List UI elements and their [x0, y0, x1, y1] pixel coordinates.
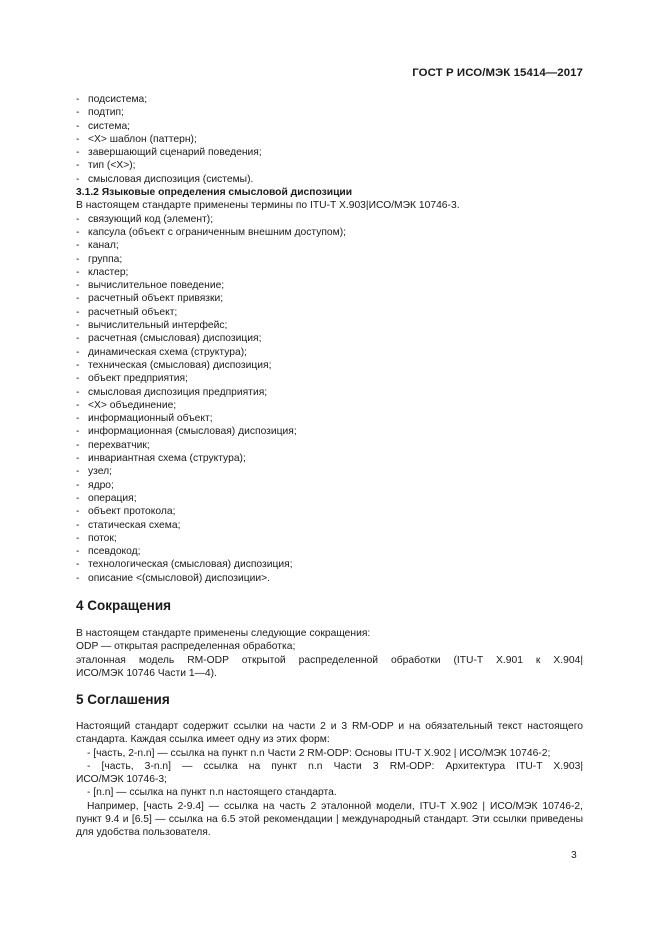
subsection-title: 3.1.2 Языковые определения смысловой диспозиции [76, 187, 353, 199]
example-paragraph-cont: пункт 9.4 и [6.5] — ссылка на 6.5 этой рекомендации | международный стандарт. Эти ссылки приведены [76, 814, 583, 826]
list-item: - информационный объект; [76, 413, 213, 425]
list-item: - расчетная (смысловая) диспозиция; [76, 333, 262, 345]
abbreviation-rm-odp-cont: ИСО/МЭК 10746 Части 1—4). [76, 667, 217, 679]
conventions-paragraph: Настоящий стандарт содержит ссылки на части 2 и 3 RM-ODP и на обязательный текст настоящего [76, 721, 583, 732]
list-item: - ядро; [76, 479, 114, 491]
section-5-body [76, 720, 583, 840]
reference-form-2-cont: ИСО/МЭК 10746-3; [76, 774, 167, 786]
list-item: - поток; [76, 532, 117, 544]
list-item: - перехватчик; [76, 439, 150, 451]
reference-form-3: - [n.n] — ссылка на пункт n.n настоящего стандарта. [87, 787, 337, 799]
example-paragraph: Например, [часть 2-9.4] — ссылка на часть 2 эталонной модели, ITU-T X.902 | ИСО/МЭК 10746-2, [87, 800, 583, 812]
list-item: - вычислительное поведение; [76, 280, 225, 292]
list-item: - расчетный объект; [76, 306, 178, 318]
list-item: - группа; [76, 253, 123, 265]
abbreviations-intro: В настоящем стандарте применены следующие сокращения: [76, 628, 371, 639]
list-item: - описание <(смысловой) диспозиции>. [76, 572, 270, 584]
example-paragraph-end: для удобства пользователя. [76, 827, 211, 839]
list-item: - информационная (смысловая) диспозиция; [76, 426, 297, 438]
list-item: - канал; [76, 240, 119, 252]
list-item: - операция; [76, 492, 137, 504]
section-4-heading: 4 Сокращения [76, 598, 171, 613]
list-item: - расчетный объект привязки; [76, 293, 224, 305]
reference-form-1: - [часть, 2-n.n] — ссылка на пункт n.n Части 2 RM-ODP: Основы ITU-T X.902 | ИСО/МЭК 10746-2; [87, 747, 551, 759]
list-item: - завершающий сценарий поведения; [76, 147, 262, 159]
section-5-heading: 5 Соглашения [76, 692, 170, 707]
reference-form-2: - [часть, 3-n.n] — ссылка на пункт n.n Части 3 RM-ODP: Архитектура ITU-T X.903| [87, 760, 583, 772]
list-item: - смысловая диспозиция (системы). [76, 173, 254, 185]
list-item: - технологическая (смысловая) диспозиция; [76, 559, 293, 571]
list-item: - подтип; [76, 107, 124, 119]
terms-list [76, 93, 586, 585]
abbreviation-odp: ODP — открытая распределенная обработка; [76, 641, 296, 653]
conventions-paragraph-cont: стандарта. Каждая ссылка имеет одну из этих форм: [76, 734, 330, 746]
list-item: - тип (<X>); [76, 160, 136, 172]
list-item: - динамическая схема (структура); [76, 346, 247, 358]
list-item: - кластер; [76, 266, 129, 278]
list-item: - система; [76, 120, 131, 132]
list-item: - <X> шаблон (паттерн); [76, 133, 197, 145]
list-item: - смысловая диспозиция предприятия; [76, 386, 268, 398]
document-header: ГОСТ Р ИСО/МЭК 15414—2017 [412, 67, 583, 79]
list-item: - капсула (объект с ограниченным внешним доступом); [76, 226, 347, 238]
subsection-intro: В настоящем стандарте применены термины по ITU-T X.903|ИСО/МЭК 10746-3. [76, 200, 460, 212]
abbreviation-rm-odp: эталонная модель RM-ODP открытой распределенной обработки (ITU-T X.901 к X.904| [76, 654, 583, 666]
list-item: - <X> объединение; [76, 399, 177, 411]
list-item: - инвариантная схема (структура); [76, 453, 246, 465]
list-item: - подсистема; [76, 94, 148, 105]
list-item: - объект предприятия; [76, 373, 188, 385]
list-item: - статическая схема; [76, 519, 181, 531]
list-item: - псевдокод; [76, 546, 141, 558]
list-item: - узел; [76, 466, 113, 478]
list-item: - вычислительный интерфейс; [76, 320, 228, 332]
list-item: - объект протокола; [76, 506, 176, 518]
list-item: - связующий код (элемент); [76, 213, 214, 225]
list-item: - техническая (смысловая) диспозиция; [76, 359, 272, 371]
section-4-body [76, 627, 583, 680]
page-number: 3 [571, 850, 577, 861]
